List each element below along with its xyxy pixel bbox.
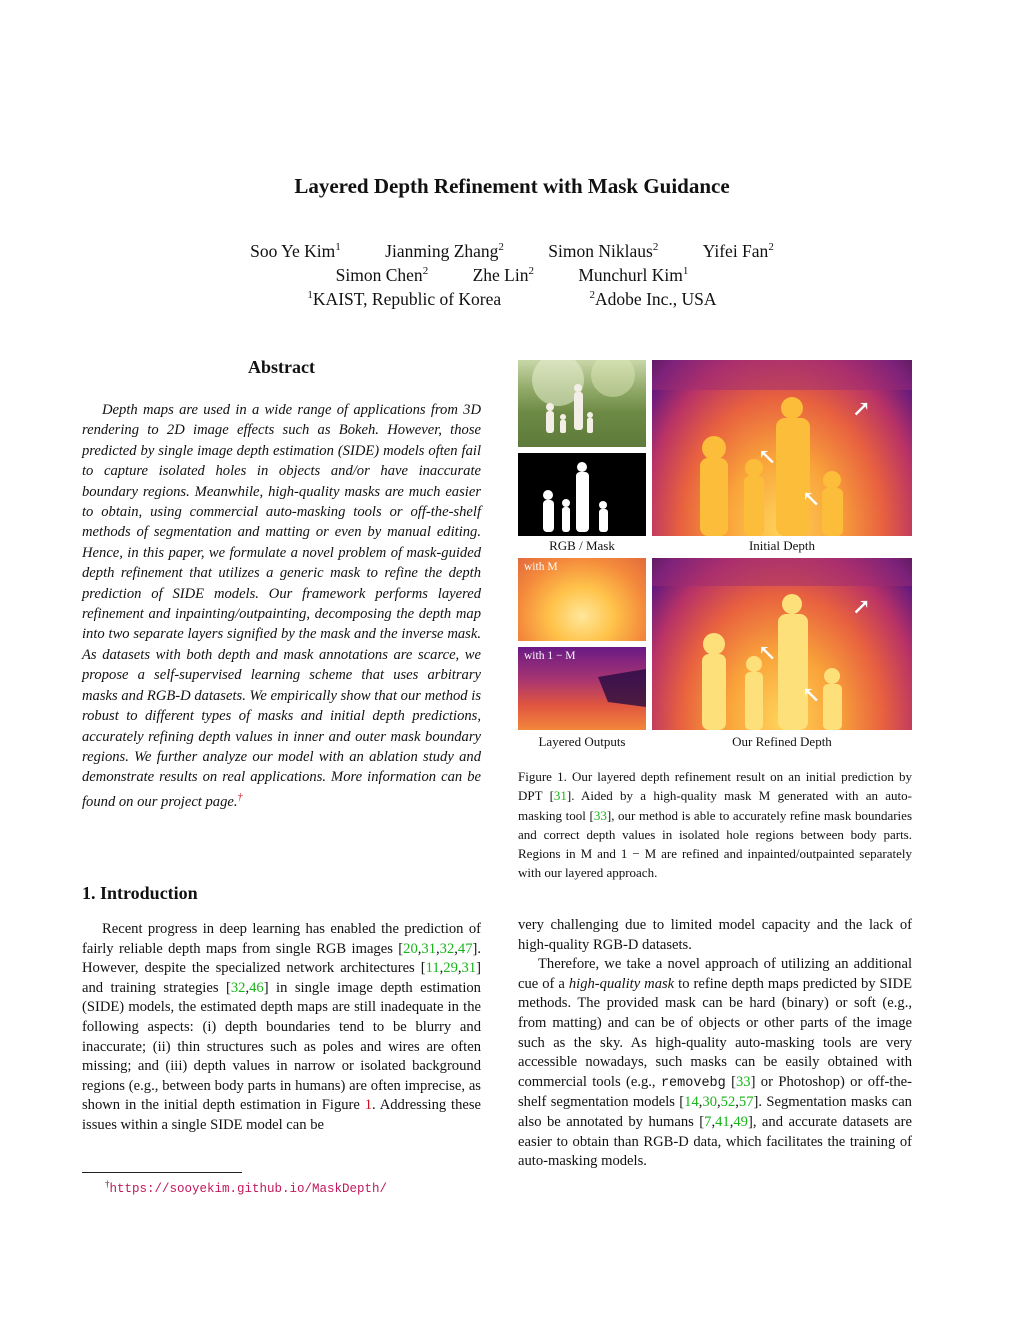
author: Zhe Lin$^2$ xyxy=(472,265,534,285)
abstract-text: Depth maps are used in a wide range of applications from 3D rendering to 2D image effects such as Bokeh. However, those predicted by single image depth estimation (SIDE) models often fail to capture isolated holes in objects and/or have inaccurate boundary regions. Meanwhile, high-quality masks are much easier to obtain, using commercial auto-masking tools or off-the-shelf methods of segmentation and matting or even by manual editing. Hence, in this paper, we formulate a novel problem of mask-guided depth refinement that utilizes a generic mask to refine the depth prediction of SIDE models. Our framework performs layered refinement and inpainting/outpainting, decomposing the depth map into two separate layers signified by the mask and the inverse mask. As datasets with both depth and mask annotations are scarce, we propose a self-supervised learning scheme that uses arbitrary masks and RGB-D datasets. We empirically show that our method is robust to different types of masks and initial depth predictions, accurately refining depth values in inner and outer mask boundary regions. We further analyze our model with an ablation study and demonstrate results on real applications. More information can be found on our project page.† xyxy=(82,402,481,810)
citation-link[interactable]: 31 xyxy=(461,960,477,977)
citation-link[interactable]: 49 xyxy=(733,1113,748,1130)
initial-depth-figures xyxy=(652,360,912,536)
label-layered-outputs: Layered Outputs xyxy=(538,734,626,749)
footnote-rule xyxy=(82,1172,242,1173)
overlay-with-1-m: with 1 − M xyxy=(524,650,576,662)
mask-silhouettes xyxy=(518,453,646,536)
intro-column-2 xyxy=(518,916,912,1172)
introduction-heading: 1. Introduction xyxy=(82,883,198,903)
project-url-link[interactable]: https://sooyekim.github.io/MaskDepth/ xyxy=(109,1182,388,1197)
layered-output-1-m xyxy=(518,647,646,730)
footnote-marker[interactable]: † xyxy=(237,791,243,803)
figure-1 xyxy=(518,360,912,755)
author: Simon Niklaus$^2$ xyxy=(548,241,659,261)
author: Munchurl Kim$^1$ xyxy=(578,265,689,285)
author: Yifei Fan$^2$ xyxy=(702,241,774,261)
author: Simon Chen$^2$ xyxy=(335,265,429,285)
intro-paragraph-2: Therefore, we take a novel approach of utilizing an additional cue of a high-quality mask to refine depth maps predicted by SIDE methods. The provided mask can be hard (binary) or soft (e.g., from matting) and can be of objects or other parts of the image such as the sky. As high-quality auto-masking tools are very accessible nowadays, such masks can be easily obtained with commercial tools (e.g., removebg [33] or Photoshop) or off-the-shelf segmentation models [14,30,52,57]. Segmentation masks can also be annotated by humans [7,41,49], and accurate datasets are easier to obtain than RGB-D data, which facilitates the training of auto-masking models. xyxy=(518,956,912,1170)
intro-continuation: very challenging due to limited model capacity and the lack of high-quality RGB-D datasets. xyxy=(518,917,912,953)
citation-link[interactable]: 11 xyxy=(425,960,440,977)
citation-link[interactable]: 29 xyxy=(443,960,458,977)
label-initial-depth: Initial Depth xyxy=(748,538,816,553)
citation-link[interactable]: 14 xyxy=(684,1094,699,1111)
arrow-icon: ↖ xyxy=(758,444,777,469)
refined-depth-figures xyxy=(652,558,912,730)
affiliation: $^2$Adobe Inc., USA xyxy=(589,289,717,309)
figure-1-caption: Figure 1. Our layered depth refinement result on an initial prediction by DPT [31]. Aided by a high-quality mask M generated with an auto-masking tool [33], our method is able to accurately refine mask boundaries and correct depth values in isolated hole regions between body parts. Regions in M and 1 − M are refined and inpainted/outpainted separately with our layered approach. xyxy=(518,769,913,881)
layered-output-m xyxy=(518,558,646,641)
citation-link[interactable]: 31 xyxy=(421,940,436,957)
arrow-icon: ↖ xyxy=(802,486,821,511)
refined-depth-map xyxy=(652,558,912,730)
citation-link[interactable]: 33 xyxy=(735,1073,751,1090)
label-rgb-mask: RGB / Mask xyxy=(549,538,615,553)
initial-depth-map xyxy=(652,360,912,536)
citation-link[interactable]: 57 xyxy=(738,1094,754,1111)
citation-link[interactable]: 47 xyxy=(457,940,473,957)
intro-paragraph-1: Recent progress in deep learning has enabled the prediction of fairly reliable depth maps from single RGB images [20,31,32,47]. However, despite the specialized network architectures [11,29,31] and training strategies [32,46] in single image depth estimation (SIDE) models, the estimated depth maps are still inadequate in the following aspects: (i) depth boundaries tend to be blurry and inaccurate; (ii) thin structures such as poles and wires are often missing; and (iii) depth values in narrow or isolated background regions (e.g., between body parts in humans) are often imprecise, as shown in the initial depth estimation in Figure 1. Addressing these issues within a single SIDE model can be xyxy=(82,921,481,1133)
rgb-photo-figures xyxy=(518,360,646,447)
abstract-heading: Abstract xyxy=(248,357,315,377)
label-refined-depth: Our Refined Depth xyxy=(732,734,832,749)
author-row-1 xyxy=(0,241,1024,262)
citation-link[interactable]: 46 xyxy=(249,979,264,996)
arrow-icon: ↗ xyxy=(852,396,871,421)
figure-link[interactable]: 1 xyxy=(364,1097,373,1114)
footnote: †https://sooyekim.github.io/MaskDepth/ xyxy=(105,1179,388,1197)
paper-title: Layered Depth Refinement with Mask Guidance xyxy=(294,174,730,198)
arrow-icon: ↖ xyxy=(802,682,821,707)
citation-link[interactable]: 20 xyxy=(403,940,418,957)
arrow-icon: ↖ xyxy=(758,640,777,665)
citation-link[interactable]: 31 xyxy=(553,788,567,804)
citation-link[interactable]: 33 xyxy=(593,807,607,823)
author: Soo Ye Kim$^1$ xyxy=(250,241,341,261)
author-row-2 xyxy=(0,265,1024,286)
affiliation: $^1$KAIST, Republic of Korea xyxy=(307,289,502,309)
citation-link[interactable]: 41 xyxy=(715,1113,730,1130)
affiliations xyxy=(0,289,1024,310)
citation-link[interactable]: 30 xyxy=(702,1094,718,1111)
mask-image xyxy=(518,453,646,536)
citation-link[interactable]: 32 xyxy=(439,940,455,957)
citation-link[interactable]: 7 xyxy=(704,1113,712,1130)
arrow-icon: ↗ xyxy=(852,594,871,619)
author: Jianming Zhang$^2$ xyxy=(385,241,504,261)
citation-link[interactable]: 52 xyxy=(720,1094,736,1111)
citation-link[interactable]: 32 xyxy=(230,979,246,996)
rgb-photo xyxy=(518,360,646,447)
overlay-with-m: with M xyxy=(524,561,558,573)
